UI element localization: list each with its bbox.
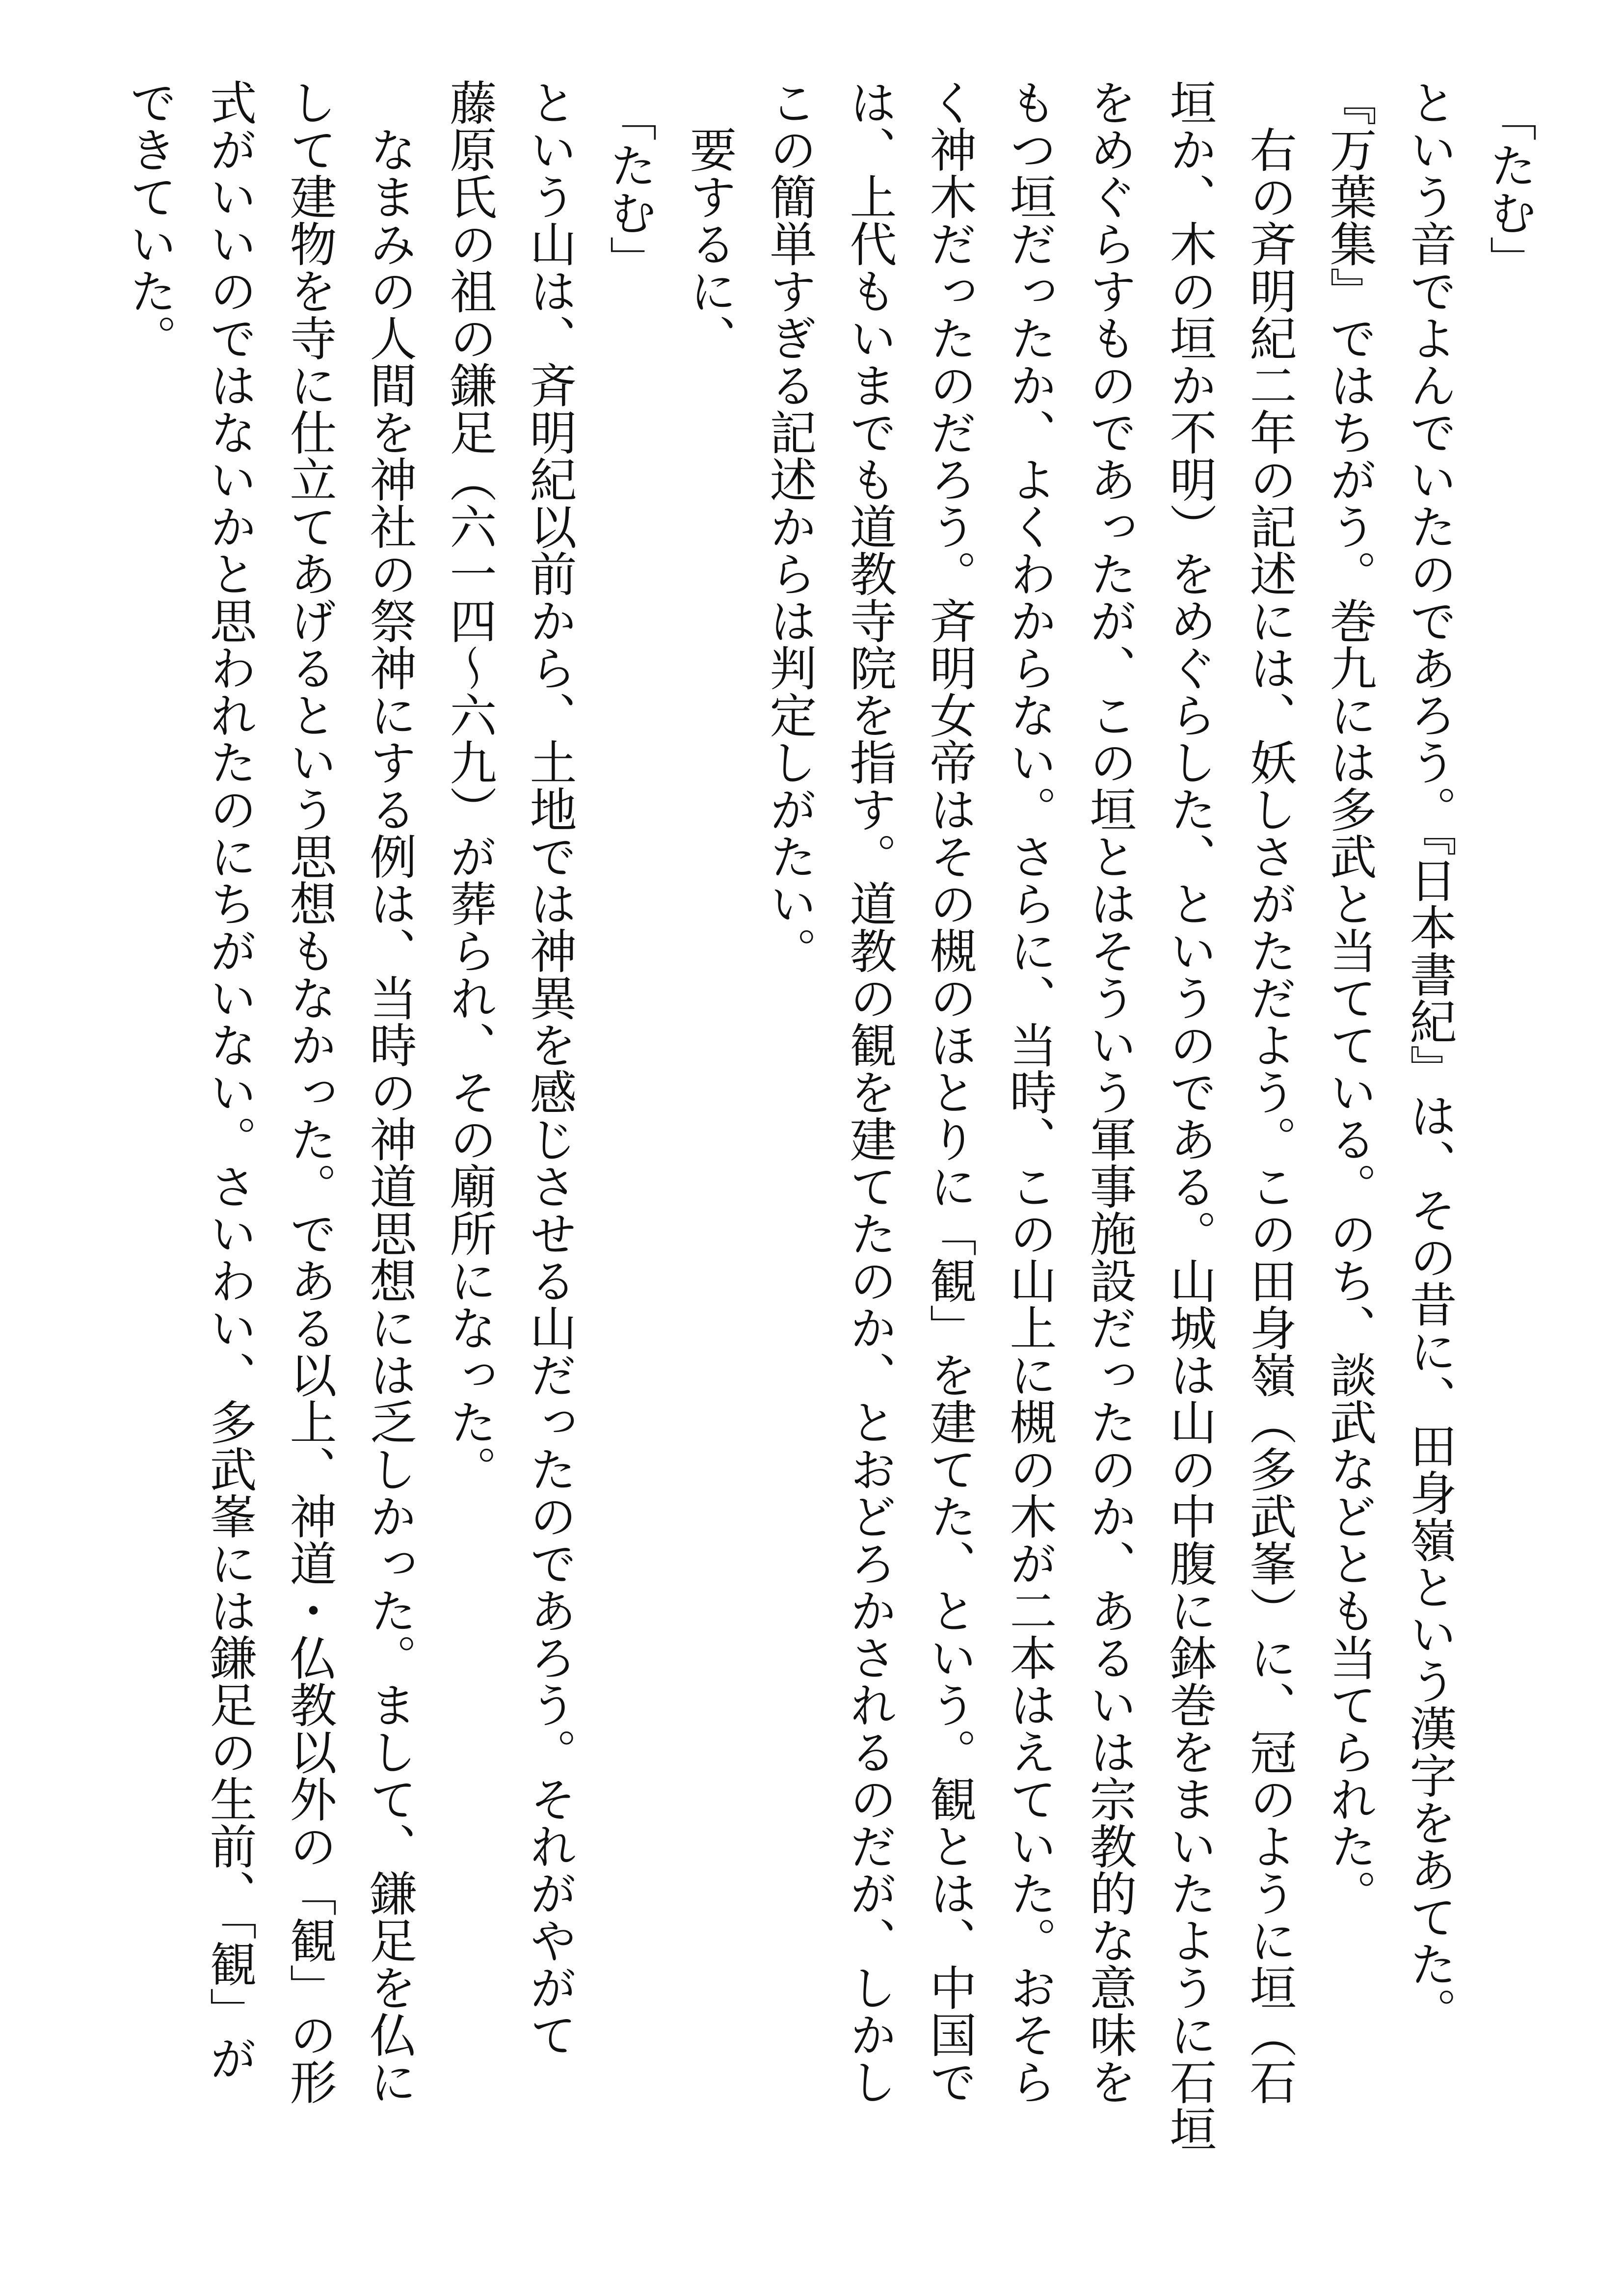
text-line: 要するに、 <box>682 126 737 361</box>
text-line: 垣か、木の垣か不明）をめぐらした、というのである。山城は山の中腹に鉢巻をまいたように石垣 <box>1162 79 1217 2152</box>
text-line: できていた。 <box>122 79 177 361</box>
text-line: という山は、斉明紀以前から、土地では神異を感じさせる山だったのであろう。それがやがて <box>522 79 577 2058</box>
text-line: く神木だったのだろう。斉明女帝はその槻のほとりに「観」を建てた、という。観とは、中国で <box>922 79 977 2105</box>
text-line: 藤原氏の祖の鎌足（六一四〜六九）が葬られ、その廟所になった。 <box>442 79 497 1492</box>
text-line: 式がいいのではないかと思われたのにちがいない。さいわい、多武峯には鎌足の生前、「観」が <box>202 79 257 2081</box>
text-line: 『万葉集』ではちがう。巻九には多武と当てている。のち、談武などとも当てられた。 <box>1322 79 1377 1917</box>
text-line: 「たむ」 <box>602 94 657 283</box>
text-line: して建物を寺に仕立てあげるという思想もなかった。である以上、神道・仏教以外の「観」の形 <box>282 79 337 2105</box>
text-line: この簡単すぎる記述からは判定しがたい。 <box>762 79 817 974</box>
text-line: 「たむ」 <box>1482 94 1537 283</box>
text-line: をめぐらすものであったが、この垣とはそういう軍事施設だったのか、あるいは宗教的な意味を <box>1082 79 1137 2105</box>
text-line: なまみの人間を神社の祭神にする例は、当時の神道思想には乏しかった。まして、鎌足を仏に <box>362 126 417 2105</box>
text-line: という音でよんでいたのであろう。『日本書紀』は、その昔に、田身嶺という漢字をあてた。 <box>1402 79 1457 2034</box>
text-line: は、上代もいまでも道教寺院を指す。道教の観を建てたのか、とおどろかされるのだが、しかし <box>842 79 897 2105</box>
text-line: 右の斉明紀二年の記述には、妖しさがただよう。この田身嶺（多武峯）に、冠のように垣（石 <box>1242 126 1297 2105</box>
text-line: もつ垣だったか、よくわからない。さらに、当時、この山上に槻の木が二本はえていた。おそら <box>1002 79 1057 2105</box>
vertical-text-body <box>28 79 1549 2229</box>
